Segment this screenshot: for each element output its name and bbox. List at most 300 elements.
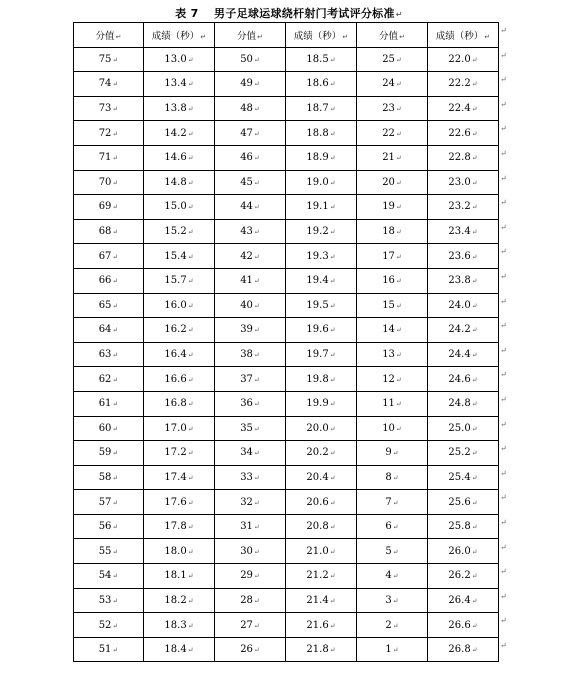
score-cell: [74, 391, 144, 416]
paragraph-mark: ↵: [471, 572, 478, 581]
paragraph-mark: ↵: [187, 228, 194, 237]
score-value: 44: [240, 201, 253, 213]
paragraph-mark: ↵: [329, 400, 336, 409]
row-end-mark: ↵: [500, 296, 507, 306]
score-cell: [357, 195, 428, 220]
paragraph-mark: ↵: [112, 178, 119, 187]
paragraph-mark: ↵: [187, 252, 194, 261]
score-value: 3: [385, 594, 392, 606]
score-cell: [74, 490, 144, 515]
score-cell: [215, 47, 286, 72]
row-end-mark: ↵: [500, 50, 507, 60]
time-cell: [144, 96, 215, 121]
paragraph-mark: ↵: [329, 375, 336, 384]
time-cell: [286, 195, 357, 220]
paragraph-mark: ↵: [112, 301, 119, 310]
score-value: 55: [98, 545, 112, 557]
time-value: 18.8: [306, 127, 329, 139]
time-cell: [428, 637, 499, 662]
time-value: 18.4: [164, 644, 187, 656]
paragraph-mark: ↵: [112, 572, 119, 581]
paragraph-mark: ↵: [395, 228, 402, 237]
score-cell: [215, 514, 286, 539]
time-value: 25.2: [448, 447, 471, 459]
paragraph-mark: ↵: [112, 277, 119, 286]
score-value: 36: [240, 398, 253, 410]
paragraph-mark: ↵: [187, 277, 194, 286]
score-value: 26: [240, 644, 253, 656]
paragraph-mark: ↵: [329, 203, 336, 212]
time-value: 24.2: [448, 324, 471, 336]
time-cell: [428, 416, 499, 441]
row-end-mark: ↵: [500, 616, 507, 626]
score-cell: [74, 637, 144, 662]
paragraph-mark: ↵: [471, 154, 478, 163]
score-cell: [215, 490, 286, 515]
time-value: 22.8: [448, 152, 471, 164]
paragraph-mark: ↵: [187, 351, 194, 360]
time-value: 18.7: [306, 103, 329, 115]
score-cell: [74, 195, 144, 220]
score-value: 7: [385, 496, 392, 508]
paragraph-mark: ↵: [253, 326, 260, 335]
paragraph-mark: ↵: [187, 498, 194, 507]
time-value: 19.6: [306, 324, 329, 336]
paragraph-mark: ↵: [395, 178, 402, 187]
time-cell: [286, 539, 357, 564]
paragraph-mark: ↵: [112, 154, 119, 163]
score-value: 21: [382, 152, 395, 164]
paragraph-mark: ↵: [112, 449, 119, 458]
column-header-label: 成绩（秒）: [293, 30, 342, 42]
score-cell: [74, 367, 144, 392]
time-value: 23.6: [448, 250, 471, 262]
paragraph-mark: ↵: [395, 105, 402, 114]
score-cell: [215, 367, 286, 392]
time-value: 17.2: [164, 447, 187, 459]
score-value: 23: [382, 103, 395, 115]
paragraph-mark: ↵: [395, 326, 402, 335]
paragraph-mark: ↵: [395, 424, 402, 433]
time-cell: [144, 342, 215, 367]
table-row: [74, 170, 499, 195]
row-end-mark: ↵: [500, 542, 507, 552]
score-value: 59: [98, 447, 112, 459]
time-value: 24.0: [448, 299, 471, 311]
paragraph-mark: ↵: [471, 351, 478, 360]
row-end-mark: ↵: [500, 493, 507, 503]
paragraph-mark: ↵: [112, 252, 119, 261]
paragraph-mark: ↵: [471, 596, 478, 605]
paragraph-mark: ↵: [112, 375, 119, 384]
time-value: 20.0: [306, 422, 329, 434]
table-row: [74, 588, 499, 613]
time-cell: [286, 637, 357, 662]
table-row: [74, 219, 499, 244]
time-cell: [428, 367, 499, 392]
paragraph-mark: ↵: [471, 646, 478, 655]
table-row: [74, 47, 499, 72]
score-value: 52: [98, 619, 112, 631]
table-row: [74, 342, 499, 367]
paragraph-mark: ↵: [187, 547, 194, 556]
time-cell: [286, 244, 357, 269]
time-value: 18.2: [164, 594, 187, 606]
paragraph-mark: ↵: [112, 523, 119, 532]
table-row: [74, 195, 499, 220]
time-cell: [144, 490, 215, 515]
time-cell: [286, 342, 357, 367]
column-header-label: 成绩（秒）: [151, 30, 200, 42]
time-value: 21.2: [306, 570, 329, 582]
paragraph-mark: ↵: [253, 572, 260, 581]
score-value: 73: [98, 103, 112, 115]
paragraph-mark: ↵: [471, 203, 478, 212]
score-value: 13: [382, 349, 395, 361]
score-cell: [215, 219, 286, 244]
score-cell: [215, 121, 286, 146]
paragraph-mark: ↵: [471, 129, 478, 138]
score-value: 43: [240, 226, 253, 238]
time-cell: [286, 465, 357, 490]
score-value: 56: [98, 521, 112, 533]
score-cell: [357, 293, 428, 318]
table-row: [74, 637, 499, 662]
table-row: [74, 416, 499, 441]
score-value: 53: [98, 594, 112, 606]
paragraph-mark: ↵: [112, 105, 119, 114]
score-value: 37: [240, 373, 253, 385]
time-value: 16.6: [164, 373, 187, 385]
time-cell: [286, 318, 357, 343]
paragraph-mark: ↵: [187, 473, 194, 482]
score-value: 18: [382, 226, 395, 238]
time-value: 13.4: [164, 78, 187, 90]
time-value: 18.6: [306, 78, 329, 90]
time-value: 22.4: [448, 103, 471, 115]
score-value: 14: [382, 324, 395, 336]
column-header: [357, 23, 428, 48]
time-cell: [286, 72, 357, 97]
time-value: 17.6: [164, 496, 187, 508]
score-cell: [357, 268, 428, 293]
score-cell: [74, 72, 144, 97]
time-cell: [428, 588, 499, 613]
table-row: [74, 121, 499, 146]
time-cell: [428, 145, 499, 170]
time-value: 19.9: [306, 398, 329, 410]
paragraph-mark: ↵: [395, 10, 403, 19]
paragraph-mark: ↵: [329, 547, 336, 556]
score-value: 39: [240, 324, 253, 336]
score-cell: [215, 416, 286, 441]
score-cell: [215, 465, 286, 490]
paragraph-mark: ↵: [253, 473, 260, 482]
time-cell: [144, 145, 215, 170]
score-cell: [357, 441, 428, 466]
score-cell: [215, 145, 286, 170]
time-cell: [428, 244, 499, 269]
paragraph-mark: ↵: [112, 80, 119, 89]
paragraph-mark: ↵: [112, 228, 119, 237]
time-cell: [144, 441, 215, 466]
score-cell: [74, 588, 144, 613]
time-cell: [428, 195, 499, 220]
paragraph-mark: ↵: [253, 523, 260, 532]
paragraph-mark: ↵: [395, 154, 402, 163]
paragraph-mark: ↵: [112, 424, 119, 433]
score-cell: [357, 416, 428, 441]
table-row: [74, 613, 499, 638]
score-cell: [215, 170, 286, 195]
paragraph-mark: ↵: [392, 473, 399, 482]
paragraph-mark: ↵: [187, 375, 194, 384]
paragraph-mark: ↵: [112, 203, 119, 212]
time-value: 25.6: [448, 496, 471, 508]
row-end-mark: ↵: [500, 419, 507, 429]
column-header: [215, 23, 286, 48]
table-title: [0, 5, 578, 21]
paragraph-mark: ↵: [187, 400, 194, 409]
score-value: 9: [385, 447, 392, 459]
time-cell: [286, 96, 357, 121]
paragraph-mark: ↵: [471, 55, 478, 64]
table-row: [74, 391, 499, 416]
paragraph-mark: ↵: [471, 80, 478, 89]
score-cell: [74, 170, 144, 195]
time-cell: [144, 293, 215, 318]
score-cell: [357, 613, 428, 638]
table-row: [74, 564, 499, 589]
paragraph-mark: ↵: [187, 646, 194, 655]
time-cell: [286, 416, 357, 441]
paragraph-mark: ↵: [187, 129, 194, 138]
score-cell: [215, 391, 286, 416]
paragraph-mark: ↵: [471, 400, 478, 409]
score-value: 63: [98, 349, 112, 361]
paragraph-mark: ↵: [392, 449, 399, 458]
time-value: 14.6: [164, 152, 187, 164]
score-value: 68: [98, 226, 112, 238]
score-cell: [357, 564, 428, 589]
time-value: 21.4: [306, 594, 329, 606]
time-value: 24.4: [448, 349, 471, 361]
paragraph-mark: ↵: [471, 105, 478, 114]
row-end-mark: ↵: [500, 75, 507, 85]
time-value: 23.0: [448, 176, 471, 188]
score-cell: [74, 416, 144, 441]
score-cell: [357, 342, 428, 367]
paragraph-mark: ↵: [253, 129, 260, 138]
paragraph-mark: ↵: [395, 351, 402, 360]
score-cell: [357, 318, 428, 343]
score-cell: [74, 244, 144, 269]
time-cell: [144, 244, 215, 269]
time-value: 14.2: [164, 127, 187, 139]
paragraph-mark: ↵: [253, 80, 260, 89]
time-value: 20.6: [306, 496, 329, 508]
score-value: 65: [98, 299, 112, 311]
time-cell: [286, 564, 357, 589]
paragraph-mark: ↵: [253, 621, 260, 630]
score-value: 19: [382, 201, 395, 213]
time-cell: [428, 342, 499, 367]
time-value: 16.4: [164, 349, 187, 361]
score-value: 17: [382, 250, 395, 262]
paragraph-mark: ↵: [253, 498, 260, 507]
score-value: 62: [98, 373, 112, 385]
score-value: 20: [382, 176, 395, 188]
time-cell: [428, 613, 499, 638]
score-value: 64: [98, 324, 112, 336]
paragraph-mark: ↵: [253, 449, 260, 458]
time-value: 14.8: [164, 176, 187, 188]
time-value: 21.8: [306, 644, 329, 656]
score-cell: [74, 47, 144, 72]
time-cell: [144, 170, 215, 195]
time-cell: [286, 391, 357, 416]
score-value: 72: [98, 127, 112, 139]
paragraph-mark: ↵: [395, 80, 402, 89]
time-cell: [144, 613, 215, 638]
paragraph-mark: ↵: [471, 252, 478, 261]
paragraph-mark: ↵: [200, 32, 207, 41]
time-cell: [144, 416, 215, 441]
time-value: 20.2: [306, 447, 329, 459]
row-end-mark: ↵: [500, 567, 507, 577]
time-cell: [428, 514, 499, 539]
time-cell: [144, 318, 215, 343]
score-cell: [215, 613, 286, 638]
time-value: 25.0: [448, 422, 471, 434]
time-value: 15.7: [164, 275, 187, 287]
time-value: 20.8: [306, 521, 329, 533]
paragraph-mark: ↵: [253, 547, 260, 556]
paragraph-mark: ↵: [471, 277, 478, 286]
score-value: 42: [240, 250, 253, 262]
score-value: 4: [385, 570, 392, 582]
time-cell: [428, 72, 499, 97]
table-row: [74, 244, 499, 269]
score-cell: [357, 391, 428, 416]
score-value: 12: [382, 373, 395, 385]
score-value: 71: [98, 152, 112, 164]
score-cell: [357, 47, 428, 72]
score-value: 22: [382, 127, 395, 139]
score-cell: [74, 293, 144, 318]
row-end-mark: ↵: [500, 468, 507, 478]
paragraph-mark: ↵: [399, 32, 405, 41]
table-row: [74, 514, 499, 539]
paragraph-mark: ↵: [395, 203, 402, 212]
time-cell: [286, 441, 357, 466]
time-cell: [286, 367, 357, 392]
time-cell: [144, 514, 215, 539]
time-value: 19.1: [306, 201, 329, 213]
paragraph-mark: ↵: [112, 473, 119, 482]
score-value: 48: [240, 103, 253, 115]
paragraph-mark: ↵: [329, 154, 336, 163]
score-value: 1: [385, 644, 392, 656]
table-row: [74, 490, 499, 515]
time-value: 24.8: [448, 398, 471, 410]
score-cell: [215, 318, 286, 343]
score-value: 32: [240, 496, 253, 508]
time-cell: [428, 391, 499, 416]
time-cell: [144, 391, 215, 416]
row-end-mark: ↵: [500, 272, 507, 281]
paragraph-mark: ↵: [112, 129, 119, 138]
paragraph-mark: ↵: [471, 228, 478, 237]
score-cell: [74, 441, 144, 466]
time-value: 23.4: [448, 226, 471, 238]
score-value: 29: [240, 570, 253, 582]
time-value: 18.5: [306, 53, 329, 65]
row-end-mark: ↵: [500, 222, 507, 232]
score-value: 35: [240, 422, 253, 434]
time-value: 23.8: [448, 275, 471, 287]
time-value: 19.8: [306, 373, 329, 385]
score-value: 51: [98, 644, 112, 656]
paragraph-mark: ↵: [395, 277, 402, 286]
paragraph-mark: ↵: [484, 32, 491, 41]
paragraph-mark: ↵: [392, 572, 399, 581]
time-cell: [286, 268, 357, 293]
paragraph-mark: ↵: [253, 228, 260, 237]
score-cell: [357, 121, 428, 146]
paragraph-mark: ↵: [253, 424, 260, 433]
paragraph-mark: ↵: [187, 424, 194, 433]
paragraph-mark: ↵: [112, 646, 119, 655]
paragraph-mark: ↵: [253, 252, 260, 261]
score-value: 66: [98, 275, 112, 287]
time-cell: [286, 121, 357, 146]
score-value: 40: [240, 299, 253, 311]
score-cell: [74, 514, 144, 539]
time-value: 18.3: [164, 619, 187, 631]
paragraph-mark: ↵: [471, 473, 478, 482]
score-cell: [215, 195, 286, 220]
paragraph-mark: ↵: [471, 326, 478, 335]
time-value: 17.0: [164, 422, 187, 434]
score-cell: [74, 145, 144, 170]
paragraph-mark: ↵: [187, 301, 194, 310]
score-cell: [215, 293, 286, 318]
paragraph-mark: ↵: [471, 547, 478, 556]
time-value: 26.8: [448, 644, 471, 656]
score-cell: [74, 96, 144, 121]
score-value: 6: [385, 521, 392, 533]
row-end-mark: ↵: [500, 641, 507, 650]
time-value: 15.0: [164, 201, 187, 213]
score-cell: [215, 564, 286, 589]
paragraph-mark: ↵: [395, 55, 402, 64]
paragraph-mark: ↵: [329, 301, 336, 310]
score-value: 50: [240, 53, 253, 65]
table-header-row: [74, 23, 499, 48]
score-cell: [215, 588, 286, 613]
paragraph-mark: ↵: [187, 449, 194, 458]
paragraph-mark: ↵: [392, 498, 399, 507]
column-header: [286, 23, 357, 48]
score-cell: [215, 539, 286, 564]
score-value: 74: [98, 78, 112, 90]
time-cell: [144, 637, 215, 662]
paragraph-mark: ↵: [187, 55, 194, 64]
column-header: [74, 23, 144, 48]
score-value: 70: [98, 176, 112, 188]
score-value: 57: [98, 496, 112, 508]
